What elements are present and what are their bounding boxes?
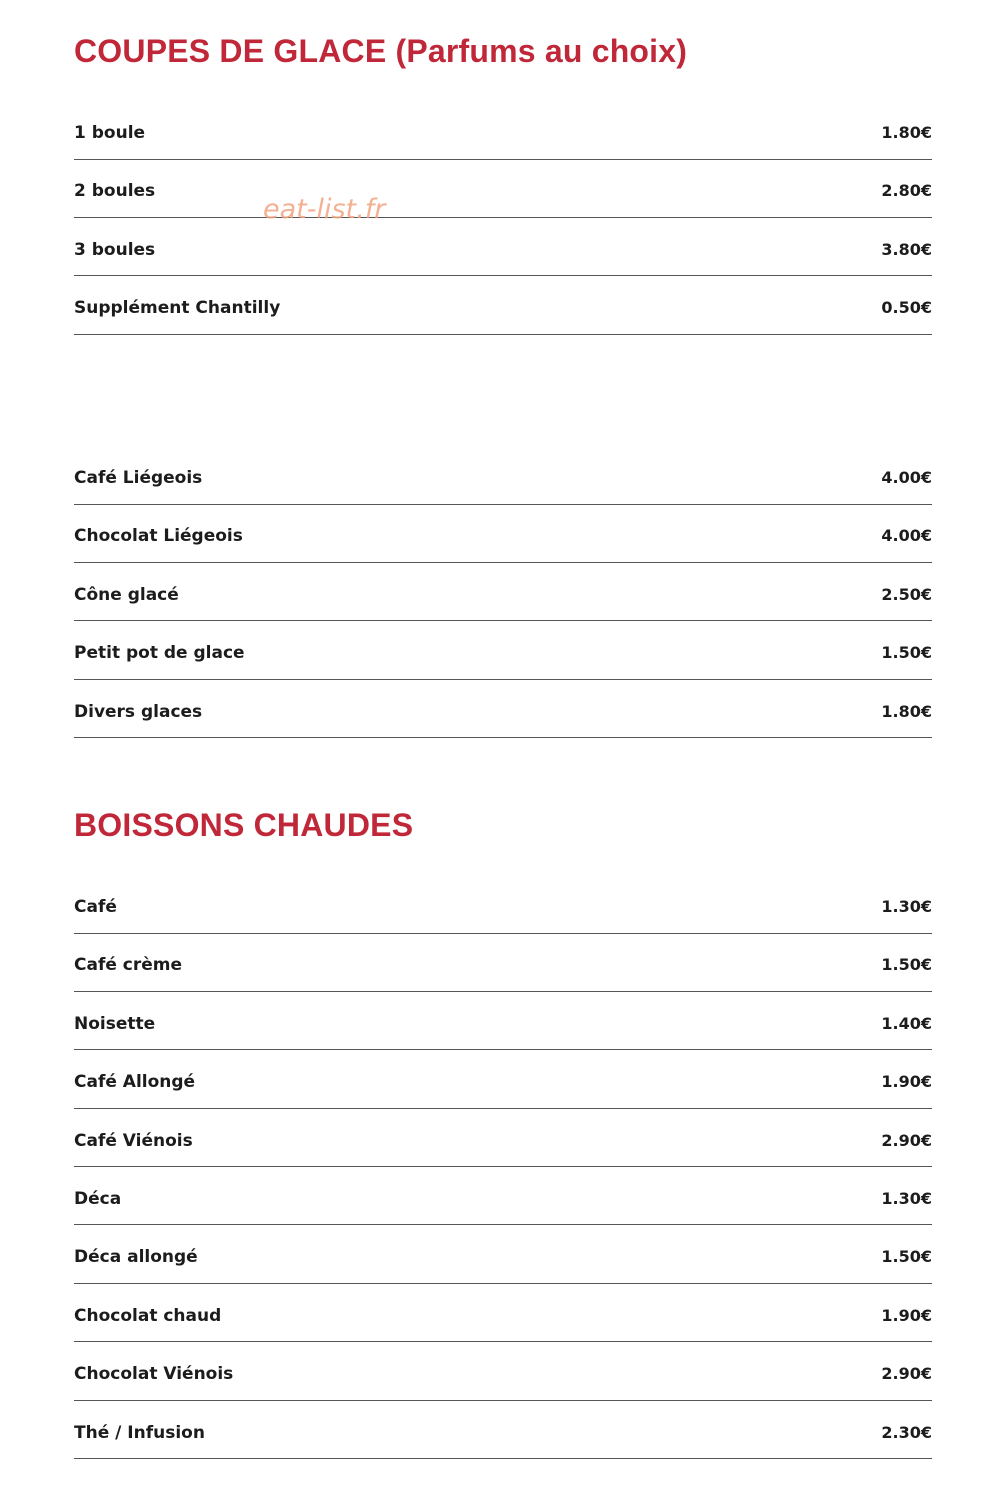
menu-row: [74, 1285, 932, 1343]
item-price: 2.50€: [881, 584, 932, 604]
item-price: 1.40€: [881, 1013, 932, 1033]
ice-cream-cups-list: [74, 102, 932, 335]
item-price: 2.90€: [881, 1130, 932, 1150]
item-name: 1 boule: [74, 123, 146, 143]
item-name: Déca allongé: [74, 1247, 198, 1268]
ice-cream-desserts-list: [74, 447, 932, 738]
menu-row: [74, 1226, 932, 1284]
menu-row: [74, 934, 932, 992]
item-name: Déca: [74, 1188, 122, 1209]
item-price: 2.80€: [881, 181, 932, 201]
menu-row: [74, 1402, 932, 1460]
item-name: Chocolat Viénois: [74, 1364, 234, 1385]
item-name: 3 boules: [74, 239, 156, 260]
item-name: Café Allongé: [74, 1072, 196, 1093]
menu-row: [74, 622, 932, 680]
item-price: 1.30€: [881, 897, 932, 916]
section-title-coupes-de-glace: COUPES DE GLACE (Parfums au choix): [74, 33, 688, 69]
item-price: 2.90€: [881, 1364, 932, 1384]
menu-row: [74, 505, 932, 563]
menu-row: [74, 876, 932, 934]
item-name: Thé / Infusion: [74, 1422, 205, 1443]
item-price: 2.30€: [881, 1422, 932, 1442]
item-price: 4.00€: [881, 526, 932, 546]
menu-row: [74, 993, 932, 1051]
menu-row: [74, 447, 932, 505]
hot-drinks-list: [74, 876, 932, 1459]
item-name: Cône glacé: [74, 584, 179, 605]
item-name: Café Liégeois: [74, 468, 203, 488]
menu-row: [74, 160, 932, 218]
item-price: 1.80€: [881, 123, 932, 142]
menu-row: [74, 277, 932, 335]
item-price: 1.50€: [881, 643, 932, 663]
item-name: Supplément Chantilly: [74, 298, 281, 319]
menu-row: [74, 564, 932, 622]
item-name: Petit pot de glace: [74, 643, 245, 664]
menu-row: [74, 681, 932, 739]
item-price: 1.80€: [881, 701, 932, 721]
item-price: 0.50€: [881, 298, 932, 318]
menu-row: [74, 102, 932, 160]
item-price: 3.80€: [881, 239, 932, 259]
item-name: Café crème: [74, 955, 183, 976]
item-name: Chocolat chaud: [74, 1305, 222, 1326]
menu-row: [74, 1110, 932, 1168]
item-price: 1.90€: [881, 1072, 932, 1092]
item-price: 1.90€: [881, 1305, 932, 1325]
item-price: 1.50€: [881, 1247, 932, 1267]
menu-row: [74, 1051, 932, 1109]
item-name: Café Viénois: [74, 1130, 193, 1151]
menu-row: [74, 1343, 932, 1401]
item-name: Café: [74, 897, 117, 917]
menu-row: [74, 219, 932, 277]
item-name: Chocolat Liégeois: [74, 526, 243, 547]
menu-row: [74, 1168, 932, 1226]
section-title-boissons-chaudes: BOISSONS CHAUDES: [74, 807, 414, 843]
item-price: 4.00€: [881, 468, 932, 487]
item-price: 1.50€: [881, 955, 932, 975]
item-name: Noisette: [74, 1013, 156, 1034]
item-name: Divers glaces: [74, 701, 203, 722]
watermark-text: eat-list.fr: [263, 194, 386, 225]
item-price: 1.30€: [881, 1188, 932, 1208]
item-name: 2 boules: [74, 181, 156, 202]
